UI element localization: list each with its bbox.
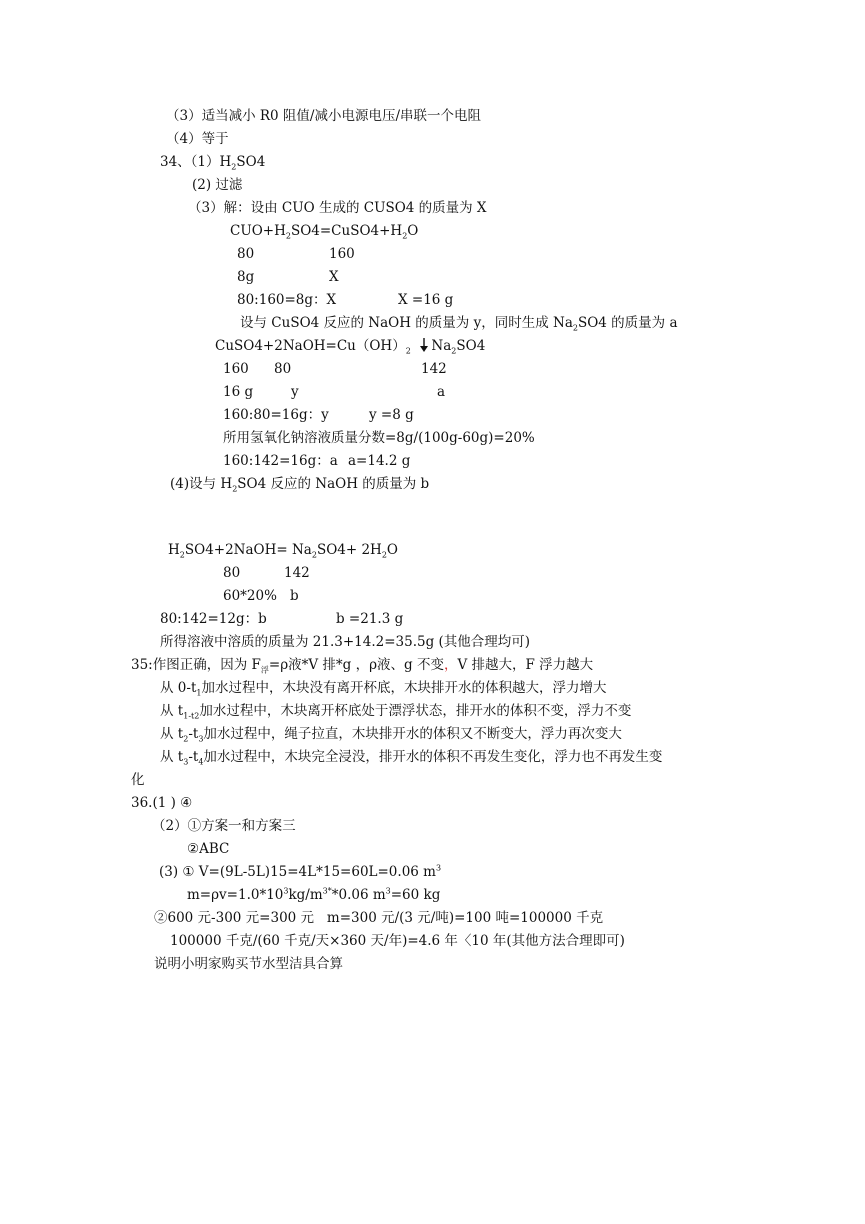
precipitate-down-arrow-icon [419, 337, 429, 353]
answer-line: 所得溶液中溶质的质量为 21.3+14.2=35.5g (其他合理均可) [160, 634, 531, 650]
answer-line: (4)设与 $H_2SO4$ 反应的 NaOH 的质量为 b [170, 476, 430, 494]
chemical-equation: $CUO+H_2SO4=CuSO4+H_2O$ [230, 223, 419, 241]
calculation-line: b [290, 588, 299, 604]
answer-line: （3）适当减小 R0 阻值/减小电源电压/串联一个电阻 [166, 108, 482, 124]
answer-line: 化 [131, 772, 145, 788]
chemical-equation: $H_2SO4+2NaOH= Na_2SO4+ 2H_2O$ [168, 542, 398, 560]
calculation-line: 160 [223, 361, 249, 377]
calculation-line: y =8 g [369, 407, 414, 423]
calculation-line: 142 [284, 565, 310, 581]
calculation-line: 80 [237, 246, 255, 262]
answer-line: （2）①方案一和方案三 [152, 818, 296, 834]
calculation-line: (3) ① V=(9L-5L)15=4L*15=60L=0.06 $m^3$ [159, 863, 442, 880]
calculation-line: 8g [237, 269, 255, 285]
question-35-heading: 35:作图正确，因为 $F_浮=\rho$液*V 排*g ，ρ液、g 不变，V 排越大，F 浮力越大 [131, 657, 594, 675]
calculation-line: 60*20% [223, 588, 277, 604]
answer-line: 从 $t_{1-t2}$加水过程中，木块离开杯底处于漂浮状态，排开水的体积不变，浮力不变 [160, 703, 632, 721]
calculation-line: y [291, 384, 299, 400]
calculation-line: 160 [329, 246, 355, 262]
calculation-line: 100000 千克/(60 千克/天×360 天/年)=4.6 年〈10 年(其他方法合理即可) [170, 933, 625, 949]
answer-line: 从 $t_2-t_3$加水过程中，绳子拉直，木块排开水的体积又不断变大，浮力再次变大 [160, 726, 622, 744]
calculation-line: X [329, 269, 339, 285]
calculation-line: 80:160=8g：X [237, 292, 337, 308]
calculation-line: 80 [274, 361, 292, 377]
calculation-line: 80:142=12g：b [160, 611, 267, 627]
answer-line: （4）等于 [166, 131, 229, 147]
answer-line: 所用氢氧化钠溶液质量分数=8g/(100g-60g)=20% [223, 430, 535, 446]
answer-line: 从 $t_3-t_4$加水过程中，木块完全浸没，排开水的体积不再发生变化，浮力也不再发生变 [160, 749, 663, 767]
question-34-heading: 34、$(1)H_2SO4$ [160, 154, 266, 172]
calculation-line: 160:80=16g：y [223, 407, 329, 423]
answer-line: 从 $0-t_1$加水过程中，木块没有离开杯底，木块排开水的体积越大，浮力增大 [160, 680, 607, 698]
question-36-heading: 36.(1 ) ④ [131, 795, 193, 811]
answer-line: （3）解：设由 CUO 生成的 CUSO4 的质量为 X [188, 200, 487, 216]
answer-line: ②ABC [187, 841, 230, 857]
calculation-line: 142 [421, 361, 447, 377]
calculation-line: b =21.3 g [336, 611, 404, 627]
chemical-equation: $CuSO4+2NaOH=Cu(OH)_2$ $Na_2SO4$ [215, 338, 486, 356]
calculation-line: ②600 元-300 元=300 元 m=300 元/(3 元/吨)=100 吨=100000 千克 [154, 910, 604, 926]
calculation-line: 16 g [223, 384, 254, 400]
answer-line: 设与 CuSO4 反应的 NaOH 的质量为 y，同时生成 $Na_2SO4$ 的质量为 a [240, 315, 678, 333]
answer-line: (2) 过滤 [192, 177, 243, 193]
calculation-line: a=14.2 g [348, 453, 411, 469]
calculation-line: 160:142=16g：a [223, 453, 338, 469]
calculation-line: a [437, 384, 446, 400]
calculation-line: 80 [223, 565, 241, 581]
conclusion-line: 说明小明家购买节水型洁具合算 [154, 956, 343, 972]
calculation-line: $m=\rho v=1.0*10^3kg/m^{3*}*0.06$ $m^3=60$ kg [187, 886, 441, 903]
calculation-line: X =16 g [398, 292, 454, 308]
